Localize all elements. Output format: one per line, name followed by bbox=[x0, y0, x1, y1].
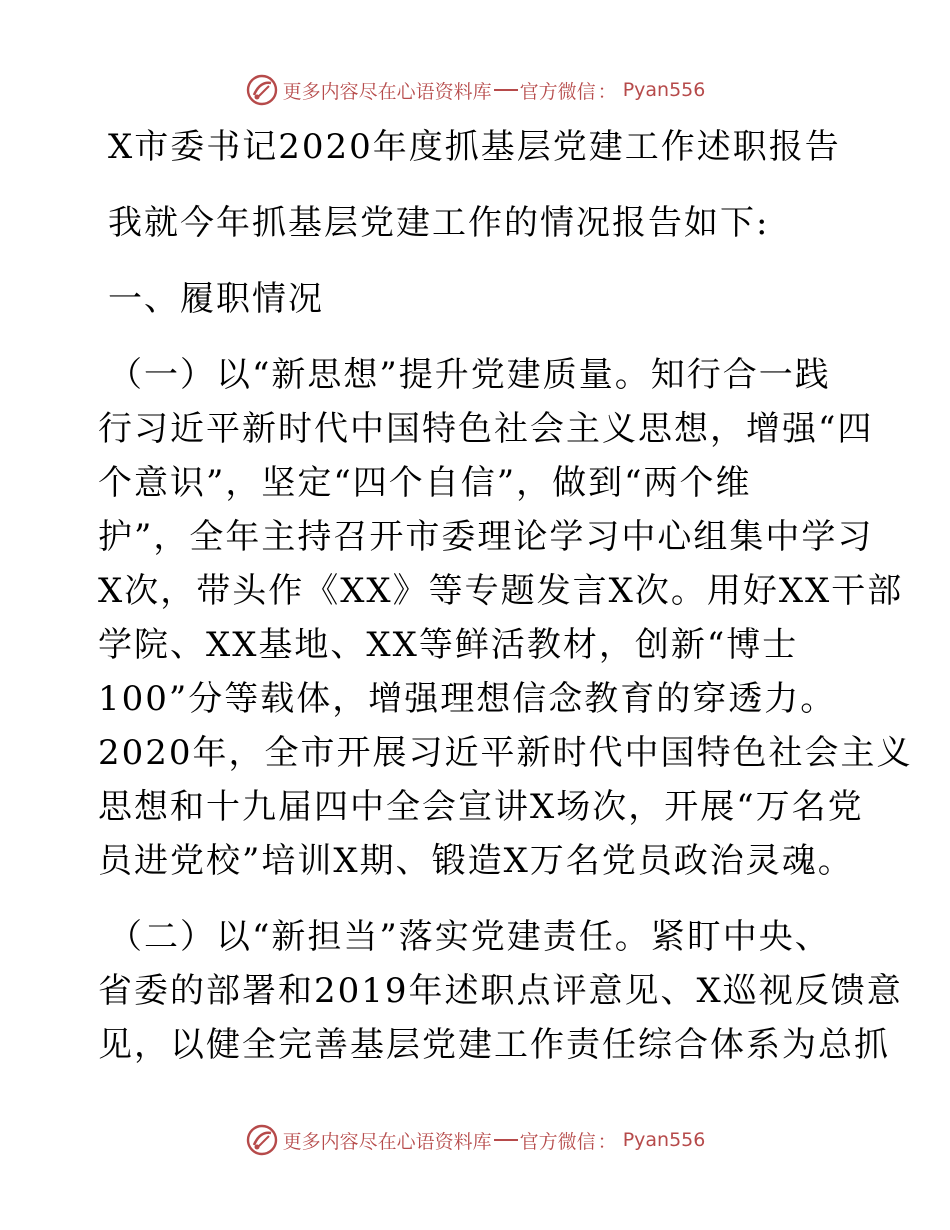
watermark-wechat-id: Pyan556 bbox=[622, 1129, 706, 1151]
paragraph-line: 行习近平新时代中国特色社会主义思想，增强“四 bbox=[98, 409, 874, 449]
paragraph-line: X次，带头作《XX》等专题发言X次。用好XX干部 bbox=[98, 571, 904, 611]
watermark-text: 更多内容尽在心语资料库 bbox=[282, 80, 492, 103]
watermark-separator bbox=[494, 89, 518, 91]
watermark-label: 官方微信 bbox=[519, 1130, 596, 1153]
watermark-separator bbox=[494, 1139, 518, 1141]
watermark-label: 官方微信 bbox=[519, 80, 596, 103]
paragraph-line: 员进党校”培训X期、锻造X万名党员政治灵魂。 bbox=[98, 841, 854, 881]
watermark-banner-top bbox=[0, 72, 950, 108]
section-heading: 一、履职情况 bbox=[108, 279, 324, 319]
paragraph-line: 100”分等载体，增强理想信念教育的穿透力。 bbox=[98, 679, 837, 719]
paragraph-line: 省委的部署和2019年述职点评意见、X巡视反馈意 bbox=[98, 971, 903, 1011]
logo-icon bbox=[245, 73, 279, 107]
logo-icon bbox=[245, 1123, 279, 1157]
watermark-colon: ： bbox=[597, 80, 617, 103]
document-title: X市委书记2020年度抓基层党建工作述职报告 bbox=[108, 127, 841, 167]
paragraph-line: 思想和十九届四中全会宣讲X场次，开展“万名党 bbox=[98, 787, 864, 827]
document-intro: 我就今年抓基层党建工作的情况报告如下: bbox=[108, 203, 770, 243]
document-page bbox=[98, 120, 913, 1072]
paragraph-line: 学院、XX基地、XX等鲜活教材，创新“博士 bbox=[98, 625, 799, 665]
watermark-colon: ： bbox=[597, 1130, 617, 1153]
paragraph-line: 见，以健全完善基层党建工作责任综合体系为总抓 bbox=[98, 1025, 890, 1065]
paragraph-1 bbox=[98, 348, 913, 888]
watermark-text: 更多内容尽在心语资料库 bbox=[282, 1130, 492, 1153]
paragraph-2 bbox=[98, 910, 903, 1072]
paragraph-line: （二）以“新担当”落实党建责任。紧盯中央、 bbox=[108, 917, 831, 957]
paragraph-line: 护”，全年主持召开市委理论学习中心组集中学习 bbox=[98, 517, 874, 557]
paragraph-line: （一）以“新思想”提升党建质量。知行合一践 bbox=[108, 355, 831, 395]
paragraph-line: 2020年，全市开展习近平新时代中国特色社会主义 bbox=[98, 733, 913, 773]
watermark-wechat-id: Pyan556 bbox=[622, 79, 706, 101]
paragraph-line: 个意识”，坚定“四个自信”，做到“两个维 bbox=[98, 463, 752, 503]
watermark-banner-bottom bbox=[0, 1122, 950, 1158]
